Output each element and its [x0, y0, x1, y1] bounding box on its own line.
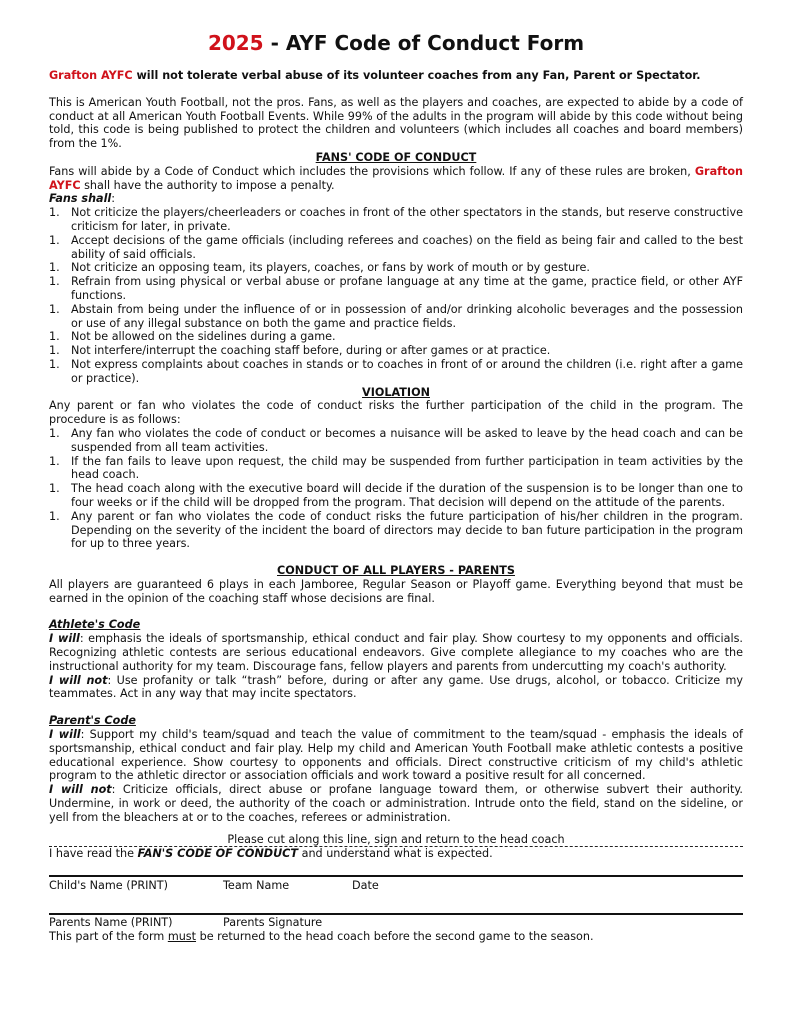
- signature-row-child: [49, 879, 743, 893]
- list-number: 1.: [49, 261, 60, 275]
- ack-emphasis: FAN'S CODE OF CONDUCT: [137, 847, 299, 861]
- list-item: [49, 427, 743, 455]
- list-item: [49, 482, 743, 510]
- will-text: : emphasis the ideals of sportsmanship, ethical conduct and fair play. Show courtesy to my opponents and officials. Recognizing athletic contests are serious educational endeavors. Give complete allegiance to my coaches who are the instructional authority for my team. Discourage fans, fellow players and parents from undercutting my coach's authority.: [49, 632, 743, 673]
- list-number: 1.: [49, 344, 60, 358]
- list-item-text: The head coach along with the executive board will decide if the duration of the suspension is to be longer than one to four weeks or if the child will be dropped from the program. That decision will depend on the attitude of the parents.: [71, 482, 743, 509]
- parents-code-heading: Parent's Code: [49, 714, 136, 728]
- athletes-code-heading: Athlete's Code: [49, 618, 141, 632]
- list-item-text: Not interfere/interrupt the coaching staff before, during or after games or at practice.: [71, 344, 551, 358]
- list-item: [49, 261, 743, 275]
- list-number: 1.: [49, 426, 60, 440]
- list-item: [49, 206, 743, 234]
- list-number: 1.: [49, 357, 60, 371]
- list-number: 1.: [49, 482, 60, 496]
- list-item: [49, 330, 743, 344]
- ack-prefix: I have read the: [49, 847, 138, 861]
- list-item-text: Any fan who violates the code of conduct or becomes a nuisance will be asked to leave by the head coach and can be suspended from all team activities.: [71, 426, 743, 454]
- list-number: 1.: [49, 233, 60, 247]
- fans-code-org: Grafton AYFC: [49, 164, 743, 192]
- acknowledgement: [49, 847, 743, 861]
- list-number: 1.: [49, 509, 60, 523]
- intro-org: Grafton AYFC: [49, 69, 133, 82]
- list-item-text: Refrain from using physical or verbal abuse or profane language at any time at the game, practice field, or other AYF functions.: [71, 275, 743, 302]
- list-number: 1.: [49, 206, 60, 220]
- will-not-label: I will not: [49, 673, 108, 687]
- list-item: [49, 455, 743, 483]
- fans-rules-list: [49, 206, 743, 385]
- ack-suffix: and understand what is expected.: [298, 847, 493, 861]
- signature-line-child[interactable]: [49, 875, 743, 877]
- intro-statement: [49, 69, 743, 83]
- list-item-text: Not express complaints about coaches in stands or to coaches in front of or around the children (i.e. right after a game or practice).: [71, 357, 743, 385]
- paragraph-purpose: This is American Youth Football, not the pros. Fans, as well as the players and coaches, are expected to abide by a code of conduct at all American Youth Football Events. While 99% of the adults in the program will abide by this code without being told, this code is being published to protect the children and volunteers (which includes all coaches and board members) from the 1%.: [49, 95, 743, 151]
- return-note-must: must: [167, 929, 197, 943]
- will-label: I will: [49, 632, 80, 646]
- date-label: Date: [352, 879, 379, 893]
- parents-will: [49, 728, 743, 783]
- fans-shall-label: [49, 192, 743, 206]
- list-item-text: Abstain from being under the influence of or in possession of and/or drinking alcoholic beverages and the possession or use of any illegal substance on both the game and practice fields.: [71, 302, 743, 330]
- parents-signature-label: Parents Signature: [223, 916, 323, 930]
- cut-instruction: Please cut along this line, sign and return to the head coach: [227, 832, 565, 846]
- will-not-label: I will not: [49, 783, 112, 797]
- fans-code-text-after: shall have the authority to impose a penalty.: [80, 178, 335, 192]
- list-number: 1.: [49, 454, 60, 468]
- list-item-text: Any parent or fan who violates the code of conduct risks the future participation of his/her children in the program. Depending on the severity of the incident the board of directors may decide to ban future participation in the program for up to three years.: [71, 509, 743, 551]
- return-note: [49, 930, 743, 944]
- fans-code-intro: [49, 165, 743, 193]
- list-item: [49, 275, 743, 303]
- list-number: 1.: [49, 302, 60, 316]
- will-text: : Support my child's team/squad and teach the value of commitment to the team/squad - emphasis the ideals of sportsmanship, ethical conduct and fair play. Help my child and American Youth Football make athletic contests a positive educational experience. Show courtesy to opponents and officials. Direct constructive criticism of my child's athletic program to the athletic director or association officials and work toward a positive result for all concerned.: [49, 728, 743, 783]
- will-not-text: : Criticize officials, direct abuse or profane language toward them, or otherwise subvert their authority. Undermine, in work or deed, the authority of the coach or administration. Intrude onto the field, stand on the sideline, or yell from the bleachers at or to the coaches, referees or administration.: [49, 783, 743, 824]
- signature-row-parent: [49, 916, 743, 930]
- list-item-text: Not criticize the players/cheerleaders or coaches in front of the other spectators in the stands, but reserve constructive criticism for later, in private.: [71, 206, 743, 233]
- list-item: [49, 303, 743, 331]
- parents-will-not: [49, 783, 743, 824]
- list-item: [49, 358, 743, 386]
- document-page: [49, 30, 743, 944]
- list-item: [49, 344, 743, 358]
- list-item-text: If the fan fails to leave upon request, the child may be suspended from further participation in team activities by the head coach.: [71, 454, 743, 482]
- return-note-prefix: This part of the form: [49, 929, 168, 943]
- title-text: - AYF Code of Conduct Form: [263, 31, 585, 55]
- list-item-text: Not criticize an opposing team, its players, coaches, or fans by work of mouth or by gesture.: [71, 261, 590, 275]
- will-not-text: : Use profanity or talk “trash” before, during or after any game. Use drugs, alcohol, or tobacco. Criticize my teammates. Act in any way that may incite spectators.: [49, 673, 743, 701]
- list-item: [49, 510, 743, 551]
- list-number: 1.: [49, 330, 60, 344]
- fans-shall-colon: :: [111, 192, 116, 206]
- players-parents-text: All players are guaranteed 6 plays in each Jamboree, Regular Season or Playoff game. Everything beyond that must be earned in the opinion of the coaching staff whose decisions are final.: [49, 577, 743, 605]
- return-note-suffix: be returned to the head coach before the second game to the season.: [196, 929, 594, 943]
- athletes-will-not: [49, 674, 743, 702]
- fans-code-text: Fans will abide by a Code of Conduct which includes the provisions which follow. If any of these rules are broken,: [49, 164, 695, 178]
- title-year: 2025: [207, 31, 264, 55]
- players-parents-heading: CONDUCT OF ALL PLAYERS - PARENTS: [277, 564, 515, 578]
- fans-code-heading: FANS' CODE OF CONDUCT: [315, 150, 477, 164]
- childs-name-label: Child's Name (PRINT): [49, 879, 168, 893]
- violation-text: Any parent or fan who violates the code of conduct risks the further participation of the child in the program. The procedure is as follows:: [49, 399, 743, 427]
- list-item: [49, 234, 743, 262]
- list-item-text: Not be allowed on the sidelines during a game.: [71, 330, 336, 344]
- will-label: I will: [49, 728, 81, 742]
- parents-name-label: Parents Name (PRINT): [49, 916, 173, 930]
- page-title: [49, 30, 743, 56]
- list-number: 1.: [49, 275, 60, 289]
- fans-shall-text: Fans shall: [49, 192, 112, 206]
- signature-line-parent[interactable]: [49, 913, 743, 915]
- athletes-will: [49, 632, 743, 673]
- list-item-text: Accept decisions of the game officials (including referees and coaches) on the field as being fair and called to the best ability of said officials.: [71, 233, 743, 261]
- intro-text: will not tolerate verbal abuse of its volunteer coaches from any Fan, Parent or Spectator.: [132, 69, 701, 82]
- team-name-label: Team Name: [223, 879, 290, 893]
- violation-heading: VIOLATION: [362, 385, 430, 399]
- violation-list: [49, 427, 743, 551]
